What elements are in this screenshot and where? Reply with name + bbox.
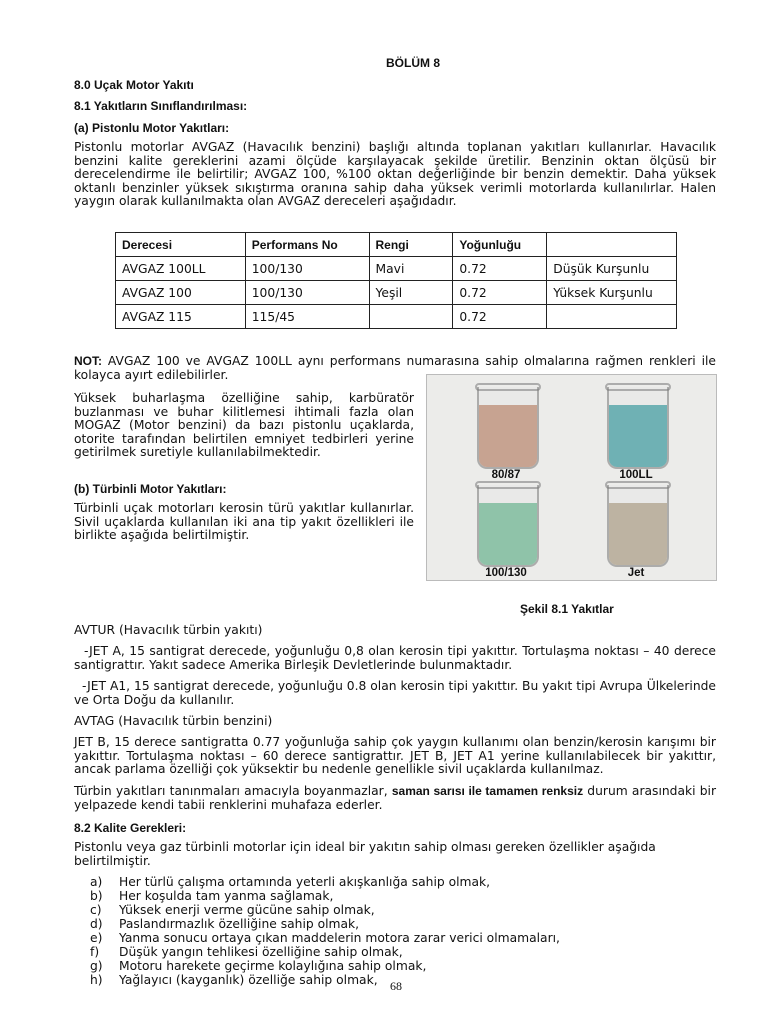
beaker-label: 100/130 <box>485 567 527 579</box>
list-item: d) Paslandırmazlık özelliğine sahip olmak, <box>90 917 360 931</box>
table-cell: 0.72 <box>453 305 547 329</box>
beaker-label: 100LL <box>619 469 653 481</box>
paragraph-jet-a: -JET A, 15 santigrat derecede, yoğunluğu 0,8 olan kerosin tipi yakıttır. Tortulaşma noktası – 40 derece santigrattır. Yakıt sadece Amerika Birleşik Devletlerinde bulunmaktadır. <box>74 644 716 672</box>
beaker-liquid <box>479 405 537 467</box>
table-header-cell: Yoğunluğu <box>453 233 547 257</box>
paragraph-pistonlu: Pistonlu motorlar AVGAZ (Havacılık benzini) başlığı altında toplanan yakıtları kullanırlar. Havacılık benzini kalite gereklerini azami ölçüde karşılayacak şekilde üretilir. Benzinin oktan ölçüsü bir derecelendirme ile belirtilir; AVGAZ 100, %100 oktan değerliğinde bir benzin demektir. Daha yüksek oktanlı benzinler yüksek sıkıştırma oranına sahip daha yüksek verimli motorlarda kullanılırlar. Halen yaygın olarak kullanılmakta olan AVGAZ dereceleri aşağıdadır. <box>74 140 716 209</box>
table-cell: AVGAZ 100LL <box>116 257 246 281</box>
emphasis-text: saman sarısı ile tamamen renksiz <box>391 784 584 798</box>
table-cell: Yüksek Kurşunlu <box>547 281 677 305</box>
beaker-liquid <box>609 405 667 467</box>
table-row <box>116 281 677 305</box>
fuel-beakers-photo <box>426 374 717 581</box>
table-row <box>116 257 677 281</box>
heading-8-0: 8.0 Uçak Motor Yakıtı <box>74 78 194 92</box>
beaker-jet <box>607 485 669 567</box>
beaker-liquid <box>609 503 667 565</box>
table-cell: 0.72 <box>453 257 547 281</box>
table-cell: AVGAZ 100 <box>116 281 246 305</box>
beaker-100-130 <box>477 485 539 567</box>
table-header-cell: Derecesi <box>116 233 246 257</box>
beaker-80-87 <box>477 387 539 469</box>
table-cell: 115/45 <box>245 305 369 329</box>
list-item: g) Motoru harekete geçirme kolaylığına sahip olmak, <box>90 959 427 973</box>
list-item: f) Düşük yangın tehlikesi özelliğine sahip olmak, <box>90 945 403 959</box>
table-cell: 100/130 <box>245 257 369 281</box>
beaker-label: Jet <box>627 567 645 579</box>
beaker-100ll <box>607 387 669 469</box>
table-cell: AVGAZ 115 <box>116 305 246 329</box>
table-cell: Yeşil <box>369 281 453 305</box>
heading-b: (b) Türbinli Motor Yakıtları: <box>74 482 227 496</box>
list-item: h) Yağlayıcı (kayganlık) özelliğe sahip olmak, <box>90 973 378 987</box>
note-text: AVGAZ 100 ve AVGAZ 100LL aynı performans numarasına sahip olmalarına rağmen renkleri ile kolayca ayırt edilebilirler. <box>74 354 716 382</box>
table-header-row <box>116 233 677 257</box>
table-cell: 100/130 <box>245 281 369 305</box>
figure-caption: Şekil 8.1 Yakıtlar <box>520 602 614 616</box>
table-cell: Düşük Kurşunlu <box>547 257 677 281</box>
paragraph-turbin-colors: Türbin yakıtları tanınmaları amacıyla boyanmazlar, saman sarısı ile tamamen renksiz durum arasındaki bir yelpazede kendi tabii renklerini muhafaza ederler. <box>74 784 717 812</box>
list-item: b) Her koşulda tam yanma sağlamak, <box>90 889 334 903</box>
avtag-title: AVTAG (Havacılık türbin benzini) <box>74 714 273 728</box>
page-number: 68 <box>390 979 402 993</box>
paragraph-mogaz: Yüksek buharlaşma özelliğine sahip, karbüratör buzlanması ve buhar kilitlemesi ihtimali fazla olan MOGAZ (Motor benzini) da bazı pistonlu uçaklarda, otorite tarafından belirtilen emniyet tedbirleri yerine getirilmek suretiyle kullanılabilmektedir. <box>74 391 414 460</box>
heading-a: (a) Pistonlu Motor Yakıtları: <box>74 121 230 135</box>
note-label: NOT: <box>74 354 102 368</box>
table-cell: 0.72 <box>453 281 547 305</box>
paragraph-kalite: Pistonlu veya gaz türbinli motorlar için ideal bir yakıtın sahip olması gereken özellikler aşağıda belirtilmiştir. <box>74 840 656 868</box>
list-item: e) Yanma sonucu ortaya çıkan maddelerin motora zarar verici olmamaları, <box>90 931 560 945</box>
beaker-label: 80/87 <box>491 469 521 481</box>
table-cell <box>547 305 677 329</box>
table-header-cell: Rengi <box>369 233 453 257</box>
table-cell: Mavi <box>369 257 453 281</box>
heading-8-2: 8.2 Kalite Gerekleri: <box>74 821 187 835</box>
quality-requirements-list <box>90 875 560 987</box>
table-header-cell: Performans No <box>245 233 369 257</box>
list-item: a) Her türlü çalışma ortamında yeterli akışkanlığa sahip olmak, <box>90 875 491 889</box>
paragraph-jet-b: JET B, 15 derece santigratta 0.77 yoğunluğa sahip çok yaygın kullanımı olan benzin/kerosin karışımı bir yakıttır. Tortulaşma noktası – 60 derece santigrattır. JET B, JET A1 yerine kullanılabilecek bir yakıttır, ancak parlama özelliği çok yüksektir bu nedenle genellikle sivil uçaklarda kullanılmaz. <box>74 735 716 777</box>
avtur-title: AVTUR (Havacılık türbin yakıtı) <box>74 623 263 637</box>
heading-8-1: 8.1 Yakıtların Sınıflandırılması: <box>74 99 248 113</box>
table-row <box>116 305 677 329</box>
beaker-liquid <box>479 503 537 565</box>
paragraph-turbinli: Türbinli uçak motorları kerosin türü yakıtlar kullanırlar. Sivil uçaklarda kullanılan iki ana tip yakıt özellikleri ile birlikte aşağıda belirtilmiştir. <box>74 501 414 543</box>
list-item: c) Yüksek enerji verme gücüne sahip olmak, <box>90 903 375 917</box>
avgaz-table <box>115 232 677 329</box>
table-cell <box>369 305 453 329</box>
paragraph-jet-a1: -JET A1, 15 santigrat derecede, yoğunluğu 0.8 olan kerosin tipi yakıttır. Bu yakıt tipi Avrupa Ülkelerinde ve Orta Doğu da kullanılır. <box>74 679 716 707</box>
chapter-title: BÖLÜM 8 <box>386 56 440 70</box>
table-header-cell <box>547 233 677 257</box>
